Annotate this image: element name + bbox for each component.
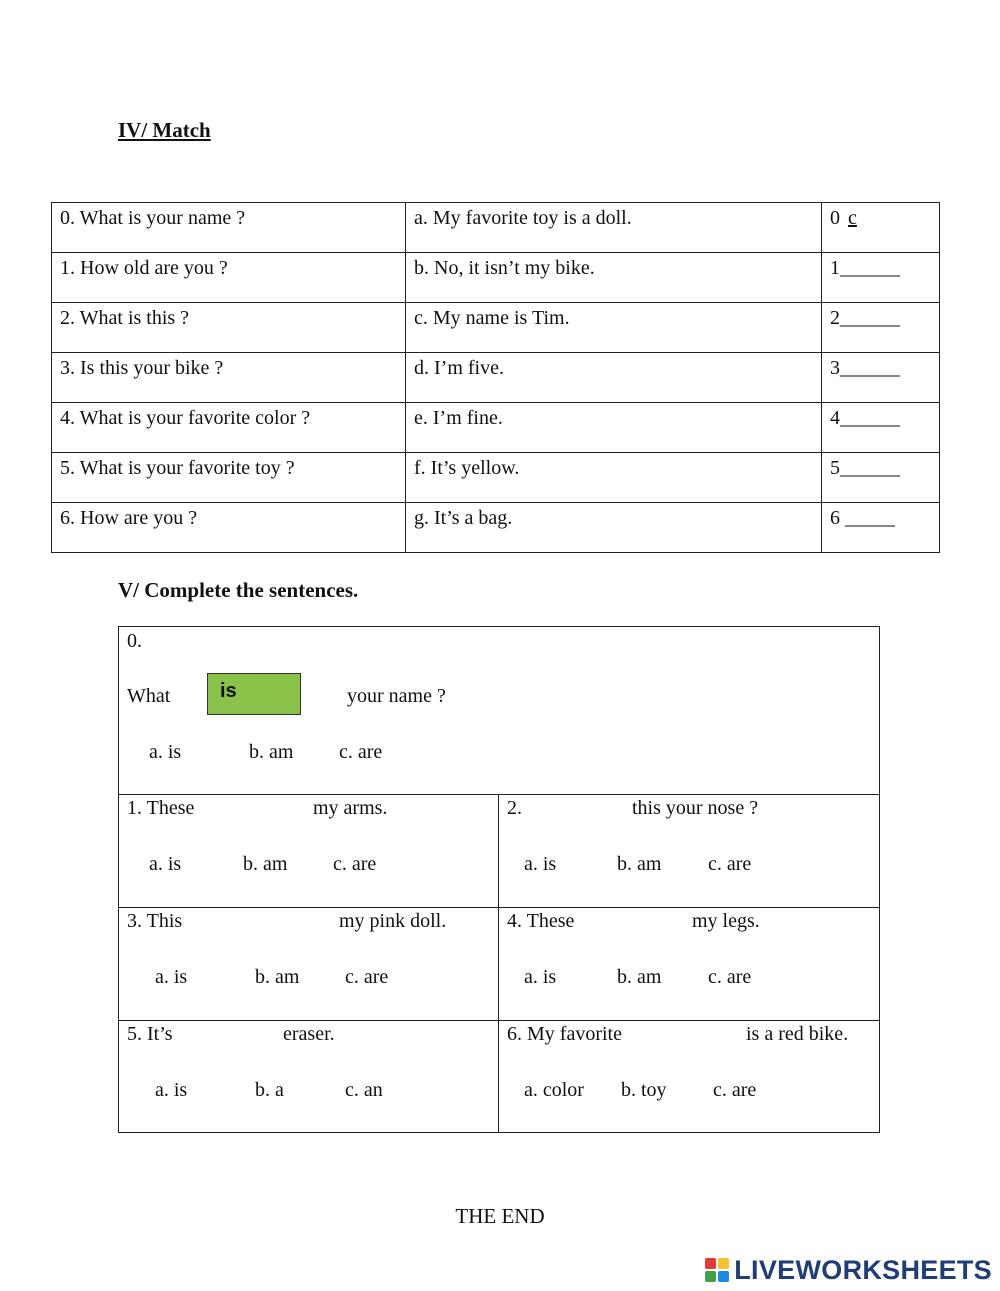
question-2-option-c[interactable]: c. are (708, 853, 752, 875)
match-example-answer: c (848, 207, 857, 229)
question-2-option-b[interactable]: b. am (617, 853, 662, 875)
example-option-c: c. are (339, 741, 383, 763)
match-question: 4. What is your favorite color ? (52, 403, 406, 453)
match-answer-input[interactable]: 5______ (822, 453, 940, 503)
question-cell-1 (119, 795, 499, 908)
match-answer-option: f. It’s yellow. (406, 453, 822, 503)
question-2-option-a[interactable]: a. is (524, 853, 557, 875)
match-answer-option: d. I’m five. (406, 353, 822, 403)
match-row (52, 353, 940, 403)
question-4-end: my legs. (692, 910, 760, 932)
question-6-option-a[interactable]: a. color (524, 1079, 584, 1101)
match-question: 5. What is your favorite toy ? (52, 453, 406, 503)
logo-square-blue (718, 1271, 729, 1282)
example-option-a: a. is (149, 741, 182, 763)
match-row (52, 253, 940, 303)
match-number: 0 (830, 207, 840, 229)
match-row (52, 203, 940, 253)
logo-icon (705, 1258, 729, 1282)
logo-square-green (705, 1271, 716, 1282)
match-answer-slot (822, 203, 940, 253)
question-1-start: 1. These (127, 797, 195, 819)
question-4-option-a[interactable]: a. is (524, 966, 557, 988)
question-6-option-b[interactable]: b. toy (621, 1079, 667, 1101)
question-3-option-a[interactable]: a. is (155, 966, 188, 988)
section-4-title: IV/ Match (118, 118, 211, 142)
match-answer-option: g. It’s a bag. (406, 503, 822, 553)
match-answer-input[interactable]: 4______ (822, 403, 940, 453)
question-5-end: eraser. (283, 1023, 335, 1045)
match-answer-option: a. My favorite toy is a doll. (406, 203, 822, 253)
match-answer-input[interactable]: 2______ (822, 303, 940, 353)
question-5-option-a[interactable]: a. is (155, 1079, 188, 1101)
match-answer-input[interactable]: 3______ (822, 353, 940, 403)
question-cell-4 (499, 908, 880, 1021)
match-row (52, 503, 940, 553)
question-cell-2 (499, 795, 880, 908)
question-6-end: is a red bike. (746, 1023, 849, 1045)
question-1-option-b[interactable]: b. am (243, 853, 288, 875)
question-1-end: my arms. (313, 797, 388, 819)
match-question: 0. What is your name ? (52, 203, 406, 253)
question-cell-6 (499, 1021, 880, 1133)
logo-square-yellow (718, 1258, 729, 1269)
match-row (52, 303, 940, 353)
question-6-start: 6. My favorite (507, 1023, 622, 1045)
question-4-option-b[interactable]: b. am (617, 966, 662, 988)
question-cell-3 (119, 908, 499, 1021)
match-question: 2. What is this ? (52, 303, 406, 353)
example-sentence-start: What (127, 685, 171, 707)
question-2-end: this your nose ? (632, 797, 759, 819)
example-number: 0. (127, 630, 142, 652)
match-answer-input[interactable]: 1______ (822, 253, 940, 303)
question-3-end: my pink doll. (339, 910, 447, 932)
the-end-text: THE END (455, 1204, 545, 1228)
match-row (52, 403, 940, 453)
question-2-start: 2. (507, 797, 522, 819)
match-row (52, 453, 940, 503)
question-1-option-a[interactable]: a. is (149, 853, 182, 875)
match-question: 6. How are you ? (52, 503, 406, 553)
section-5-title: V/ Complete the sentences. (118, 578, 359, 602)
question-6-option-c[interactable]: c. are (713, 1079, 757, 1101)
complete-table (118, 626, 880, 1133)
match-answer-input[interactable]: 6 _____ (822, 503, 940, 553)
example-answer-box[interactable]: is (207, 673, 301, 715)
example-sentence-end: your name ? (347, 685, 446, 707)
match-table (51, 202, 940, 553)
question-3-option-b[interactable]: b. am (255, 966, 300, 988)
match-answer-option: c. My name is Tim. (406, 303, 822, 353)
logo-square-red (705, 1258, 716, 1269)
match-question: 3. Is this your bike ? (52, 353, 406, 403)
logo-text: LIVEWORKSHEETS (734, 1254, 992, 1285)
question-4-start: 4. These (507, 910, 575, 932)
question-4-option-c[interactable]: c. are (708, 966, 752, 988)
match-answer-option: e. I’m fine. (406, 403, 822, 453)
question-5-start: 5. It’s (127, 1023, 173, 1045)
match-answer-option: b. No, it isn’t my bike. (406, 253, 822, 303)
match-question: 1. How old are you ? (52, 253, 406, 303)
liveworksheets-logo[interactable] (705, 1253, 992, 1287)
question-3-option-c[interactable]: c. are (345, 966, 389, 988)
question-1-option-c[interactable]: c. are (333, 853, 377, 875)
example-option-b: b. am (249, 741, 294, 763)
question-3-start: 3. This (127, 910, 183, 932)
question-5-option-c[interactable]: c. an (345, 1079, 383, 1101)
question-5-option-b[interactable]: b. a (255, 1079, 284, 1101)
question-cell-5 (119, 1021, 499, 1133)
example-cell (119, 627, 880, 795)
